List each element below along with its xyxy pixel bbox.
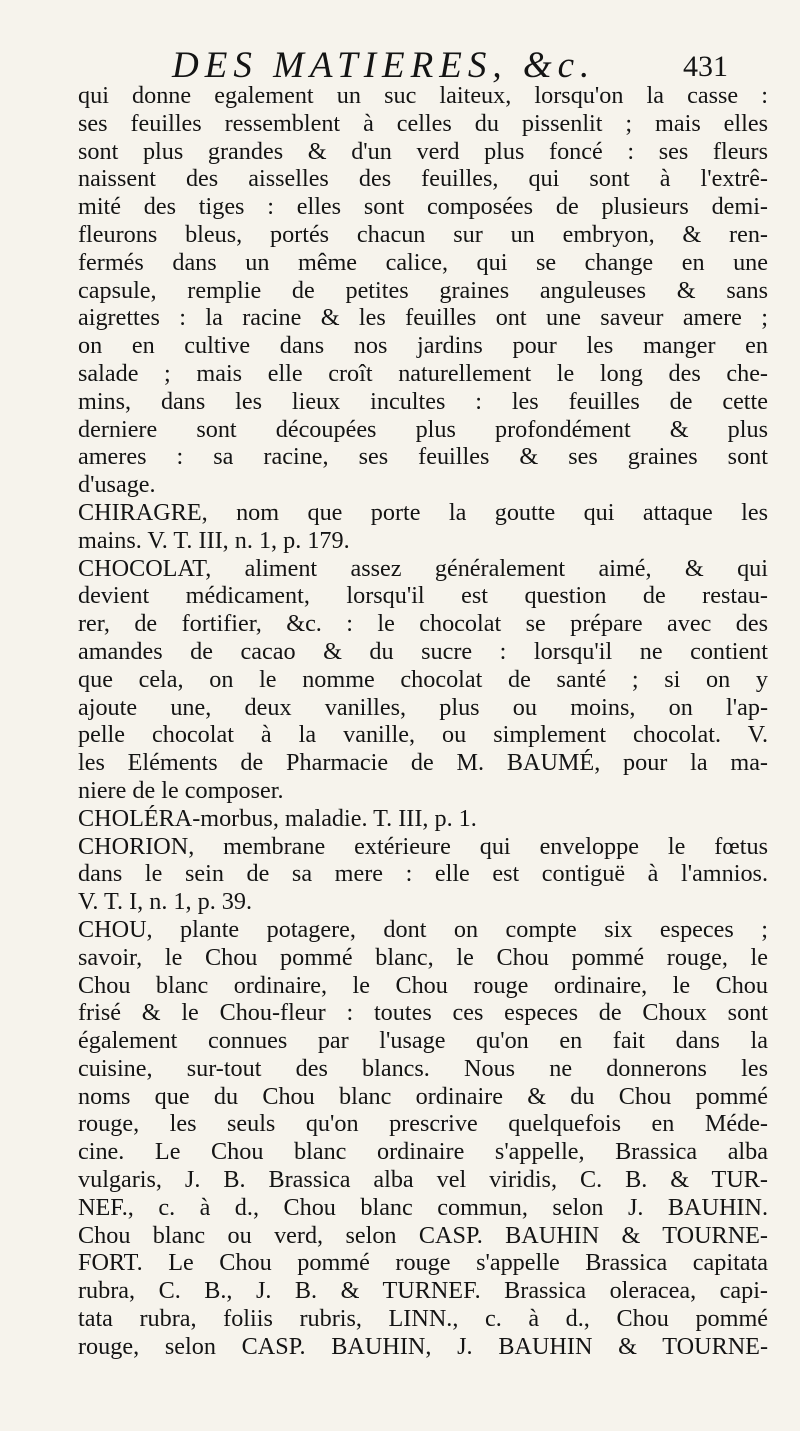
text-line: rouge, les seuls qu'on prescrive quelquefois en Méde- bbox=[78, 1110, 768, 1138]
text-line: également connues par l'usage qu'on en fait dans la bbox=[78, 1027, 768, 1055]
text-line: fermés dans un même calice, qui se change en une bbox=[78, 248, 768, 276]
text-line: Chou blanc ou verd, selon CASP. BAUHIN & TOURNE- bbox=[78, 1221, 768, 1249]
text-line: derniere sont découpées plus profondément & plus bbox=[78, 415, 768, 443]
text-line: NEF., c. à d., Chou blanc commun, selon J. BAUHIN. bbox=[78, 1193, 768, 1221]
text-line: rouge, selon CASP. BAUHIN, J. BAUHIN & TOURNE- bbox=[78, 1332, 768, 1360]
text-line: cuisine, sur-tout des blancs. Nous ne donnerons les bbox=[78, 1054, 768, 1082]
text-line: salade ; mais elle croît naturellement le long des che- bbox=[78, 359, 768, 387]
text-line: niere de le composer. bbox=[78, 776, 284, 804]
text-line: d'usage. bbox=[78, 471, 156, 499]
entry-line: CHOU, plante potagere, dont on compte six especes ; bbox=[78, 915, 768, 943]
text-line: vulgaris, J. B. Brassica alba vel viridis, C. B. & TUR- bbox=[78, 1166, 768, 1194]
text-line: V. T. I, n. 1, p. 39. bbox=[78, 888, 253, 916]
text-line: que cela, on le nomme chocolat de santé ; si on y bbox=[78, 665, 768, 693]
entry-line: CHIRAGRE, nom que porte la goutte qui attaque les bbox=[78, 498, 768, 526]
text-line: mins, dans les lieux incultes : les feuilles de cette bbox=[78, 387, 768, 415]
text-line: qui donne egalement un suc laiteux, lorsqu'on la casse : bbox=[78, 82, 768, 109]
text-line: mains. V. T. III, n. 1, p. 179. bbox=[78, 526, 350, 554]
text-line: cine. Le Chou blanc ordinaire s'appelle, Brassica alba bbox=[78, 1138, 768, 1166]
text-line: on en cultive dans nos jardins pour les manger en bbox=[78, 332, 768, 360]
text-line: ajoute une, deux vanilles, plus ou moins, on l'ap- bbox=[78, 693, 768, 721]
text-line: tata rubra, foliis rubris, LINN., c. à d., Chou pommé bbox=[78, 1305, 768, 1333]
page-number: 431 bbox=[683, 50, 728, 83]
text-line: mité des tiges : elles sont composées de plusieurs demi- bbox=[78, 193, 768, 221]
entry-line: CHOLÉRA-morbus, maladie. T. III, p. 1. bbox=[78, 804, 477, 832]
text-line: devient médicament, lorsqu'il est question de restau- bbox=[78, 582, 768, 610]
text-line: dans le sein de sa mere : elle est contiguë à l'amnios. bbox=[78, 860, 768, 888]
text-line: sont plus grandes & d'un verd plus foncé : ses fleurs bbox=[78, 137, 768, 165]
body-text bbox=[78, 82, 768, 1361]
text-line: les Eléments de Pharmacie de M. BAUMÉ, pour la ma- bbox=[78, 749, 768, 777]
text-line: noms que du Chou blanc ordinaire & du Chou pommé bbox=[78, 1082, 768, 1110]
text-line: rer, de fortifier, &c. : le chocolat se prépare avec des bbox=[78, 610, 768, 638]
text-line: amandes de cacao & du sucre : lorsqu'il ne contient bbox=[78, 637, 768, 665]
entry-line: CHOCOLAT, aliment assez généralement aimé, & qui bbox=[78, 554, 768, 582]
text-line: pelle chocolat à la vanille, ou simplement chocolat. V. bbox=[78, 721, 768, 749]
text-line: rubra, C. B., J. B. & TURNEF. Brassica oleracea, capi- bbox=[78, 1277, 768, 1305]
running-head: DES MATIERES, &c. bbox=[172, 45, 596, 86]
text-line: ameres : sa racine, ses feuilles & ses graines sont bbox=[78, 443, 768, 471]
entry-line: CHORION, membrane extérieure qui enveloppe le fœtus bbox=[78, 832, 768, 860]
text-line: Chou blanc ordinaire, le Chou rouge ordinaire, le Chou bbox=[78, 971, 768, 999]
text-line: ses feuilles ressemblent à celles du pissenlit ; mais elles bbox=[78, 109, 768, 137]
text-line: fleurons bleus, portés chacun sur un embryon, & ren- bbox=[78, 220, 768, 248]
text-line: savoir, le Chou pommé blanc, le Chou pommé rouge, le bbox=[78, 943, 768, 971]
text-line: frisé & le Chou-fleur : toutes ces especes de Choux sont bbox=[78, 999, 768, 1027]
text-line: capsule, remplie de petites graines anguleuses & sans bbox=[78, 276, 768, 304]
text-line: aigrettes : la racine & les feuilles ont une saveur amere ; bbox=[78, 304, 768, 332]
text-line: FORT. Le Chou pommé rouge s'appelle Brassica capitata bbox=[78, 1249, 768, 1277]
text-line: naissent des aisselles des feuilles, qui sont à l'extrê- bbox=[78, 165, 768, 193]
